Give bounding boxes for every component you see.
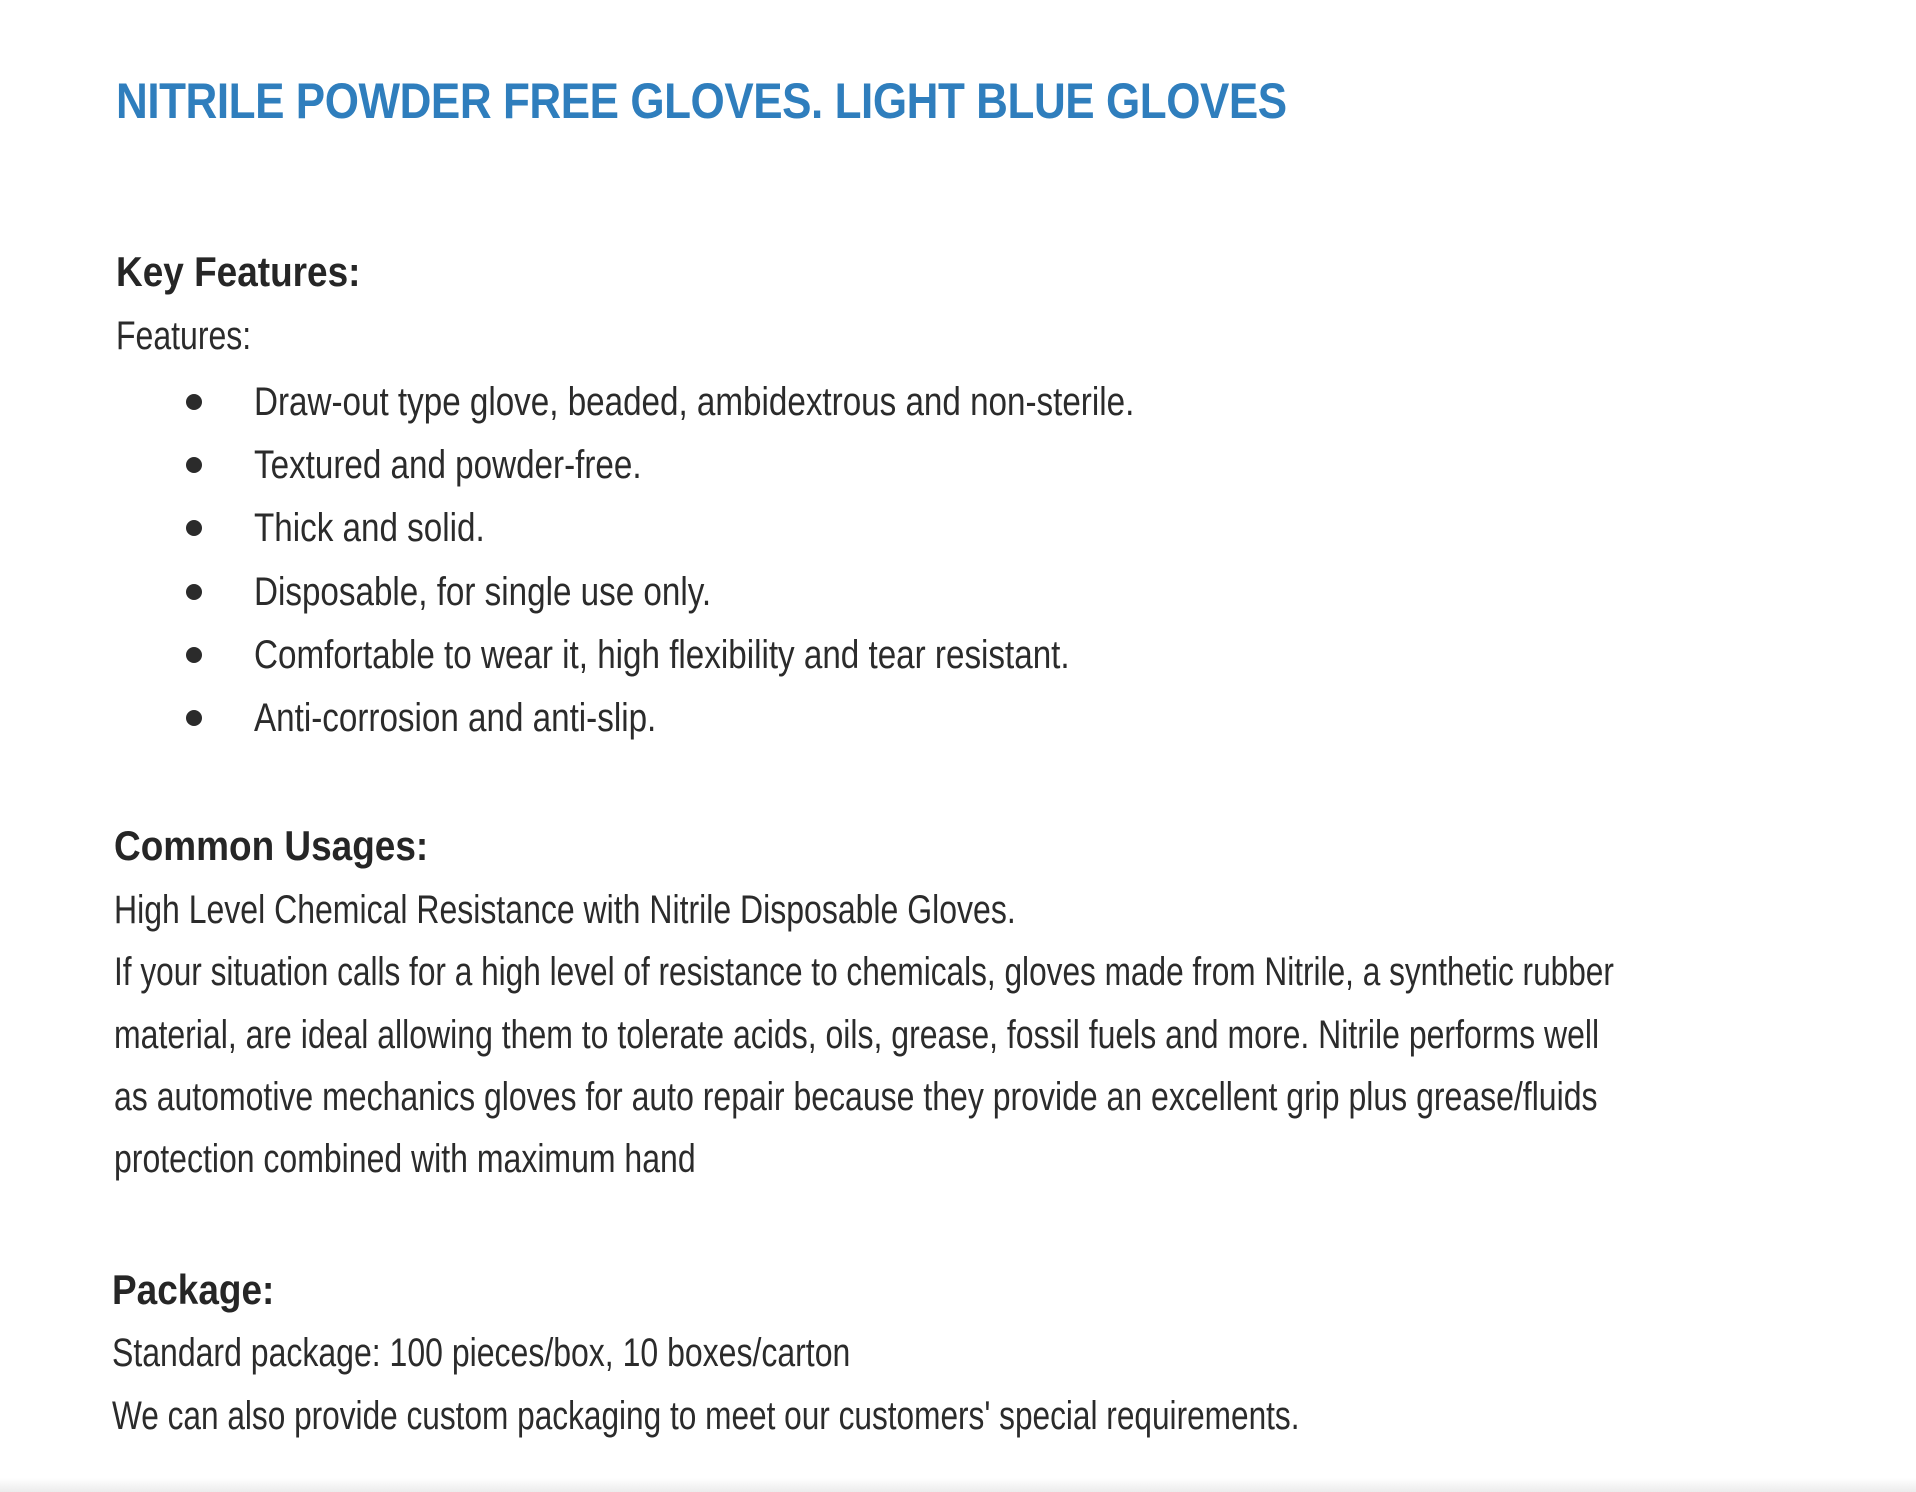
usage-line: If your situation calls for a high level of resistance to chemicals, gloves made from Nitrile, a synthetic rubber (114, 950, 1614, 994)
feature-text: Comfortable to wear it, high flexibility and tear resistant. (254, 633, 1070, 677)
feature-text: Textured and powder-free. (254, 443, 642, 487)
usage-line: as automotive mechanics gloves for auto repair because they provide an excellent grip plus grease/fluids (114, 1075, 1598, 1119)
usage-line: High Level Chemical Resistance with Nitrile Disposable Gloves. (114, 888, 1016, 932)
common-usages-heading: Common Usages: (114, 822, 429, 869)
bullet-icon (186, 394, 202, 410)
bullet-icon (186, 710, 202, 726)
usage-line: protection combined with maximum hand (114, 1137, 696, 1181)
bullet-icon (186, 520, 202, 536)
page-bottom-edge (0, 1478, 1916, 1492)
document-title: NITRILE POWDER FREE GLOVES. LIGHT BLUE GLOVES (116, 73, 1287, 129)
package-line: Standard package: 100 pieces/box, 10 boxes/carton (112, 1331, 851, 1375)
feature-text: Disposable, for single use only. (254, 570, 712, 614)
bullet-icon (186, 584, 202, 600)
usage-line: material, are ideal allowing them to tolerate acids, oils, grease, fossil fuels and more. Nitrile performs well (114, 1013, 1600, 1057)
feature-text: Anti-corrosion and anti-slip. (254, 696, 657, 740)
key-features-heading: Key Features: (116, 248, 361, 295)
bullet-icon (186, 647, 202, 663)
feature-text: Thick and solid. (254, 506, 485, 550)
package-line: We can also provide custom packaging to meet our customers' special requirements. (112, 1394, 1300, 1438)
feature-text: Draw-out type glove, beaded, ambidextrous and non-sterile. (254, 380, 1135, 424)
bullet-icon (186, 457, 202, 473)
package-heading: Package: (112, 1266, 275, 1313)
features-intro: Features: (116, 314, 252, 358)
